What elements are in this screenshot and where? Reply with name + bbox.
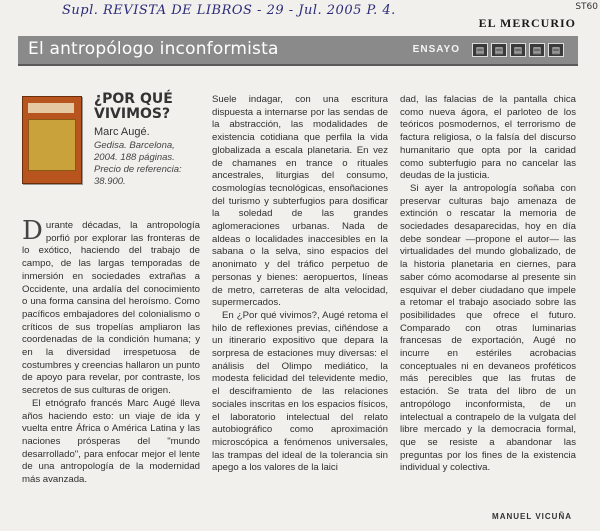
book-year-pages: 2004. 188 páginas. bbox=[94, 152, 175, 163]
article-column-2 bbox=[212, 94, 388, 475]
book-info bbox=[94, 92, 204, 188]
book-cover-band bbox=[28, 103, 74, 113]
book-author: Marc Augé. bbox=[94, 126, 150, 138]
book-cover-artwork bbox=[28, 119, 76, 171]
author-byline: MANUEL VICUÑA bbox=[492, 512, 572, 521]
book-title: ¿POR QUÉ VIVIMOS? bbox=[94, 91, 173, 122]
article-header-bar bbox=[18, 36, 578, 66]
stamp-code: ST60 bbox=[575, 2, 598, 12]
drop-cap: D bbox=[22, 216, 43, 246]
book-rating-icon: ▤ bbox=[548, 43, 564, 57]
book-rating-icon: ▤ bbox=[510, 43, 526, 57]
paragraph: Suele indagar, con una escritura dispuesta a internarse por las sendas de la abstracción, las modalidades de existencia cotidiana que perfila la vida globalizada a escala planetaria. En vez de chamanes en trance o rituales ancestrales, liturgias del consumo, cosmologías tecnológicas, ensoñaciones del turismo y subterfugios para dosificar la soledad de las grandes aglomeraciones urbanas. Nada de aldeas o localidades inaccesibles en la sabana o la selva, sino espacios del anonimato y del tráfico perpetuo de personas y bienes: aeropuertos, líneas de metro, carreteras de alta velocidad, supermercados. bbox=[212, 94, 388, 309]
handwritten-note: Supl. REVISTA DE LIBROS - 29 - Jul. 2005 P. 4. bbox=[62, 3, 396, 18]
article-title: El antropólogo inconformista bbox=[28, 39, 279, 59]
book-meta bbox=[94, 140, 204, 188]
paragraph: dad, las falacias de la pantalla chica como nueva ágora, el parloteo de los teóricos posmodernos, el terrorismo de factura religiosa, o la falsía del discurso humanitario que opta por la caridad como subterfugio para no cancelar las deudas de la justicia. bbox=[400, 94, 576, 182]
book-rating-icon: ▤ bbox=[472, 43, 488, 57]
article-column-1 bbox=[22, 216, 200, 487]
paragraph bbox=[22, 216, 200, 398]
book-rating-icon: ▤ bbox=[491, 43, 507, 57]
paragraph: El etnógrafo francés Marc Augé lleva años haciendo esto: un viaje de ida y vuelta entre África o América Latina y las naciones prósperas del "mundo desarrollado", para enfocar mejor el lente de una antropología de la modernidad más avanzada. bbox=[22, 397, 200, 486]
section-label: ENSAYO bbox=[412, 44, 460, 55]
article-column-3 bbox=[400, 94, 576, 475]
paragraph-text: urante décadas, la antropología porfió por explorar las fronteras de lo exótico, haciendo del trabajo de campo, de las largas temporadas de inmersión en sociedades extrañas a Occidente, una ardalía del conocimiento o una forma cansina del heroísmo. Como pacíficos embajadores del colonialismo o críticos de sus tropelías ampliaron las coordenadas de la condición humana; y en la diversidad irrespetuosa de costumbres y creencias hallaron un punto de apoyo para revelar, por contraste, los secretos de sus culturas de origen. bbox=[22, 220, 200, 397]
paragraph: En ¿Por qué vivimos?, Augé retoma el hilo de reflexiones previas, ciñéndose a un itinerario expositivo que depara la sorpresa de estaciones muy diversas: el análisis del Olimpo mediático, la modesta felicidad del televidente medio, el desciframiento de las relaciones sociales inscritas en los espacios físicos, el laboratorio intelectual del relato autobiográfico como aproximación microscópica a fenómenos universales, las trampas del ideal de la tolerancia sin apego a los valores de la laici bbox=[212, 309, 388, 474]
book-publisher: Gedisa. Barcelona, bbox=[94, 140, 175, 151]
newspaper-masthead: EL MERCURIO bbox=[478, 16, 576, 30]
book-price: 38.900. bbox=[94, 176, 126, 187]
book-price-label: Precio de referencia: bbox=[94, 164, 182, 175]
book-rating bbox=[472, 43, 564, 57]
book-cover-image bbox=[22, 96, 82, 184]
book-rating-icon: ▤ bbox=[529, 43, 545, 57]
paragraph: Si ayer la antropología soñaba con preservar culturas bajo amenaza de extinción o rescatar la memoria de sociedades desaparecidas, hoy en día debe sondear —propone el autor— las virtualidades del mundo globalizado, de la historia planetaria en ciernes, para saber cómo acomodarse al presente sin esquivar el deber ciudadano que impele a retomar el trabajo asociado sobre las posibilidades que ofrece el futuro. Comparado con otras luminarias francesas de exportación, Augé no incurre en estériles acrobacias conceptuales ni en devaneos proféticos más perecibles que las frutas de estación. Se trata del libro de un antropólogo inconformista, de un intelectual a contrapelo de la vulgata del libre mercado y la democracia formal, que se resiste a abandonar las preguntas por los fines de la existencia individual y colectiva. bbox=[400, 182, 576, 474]
